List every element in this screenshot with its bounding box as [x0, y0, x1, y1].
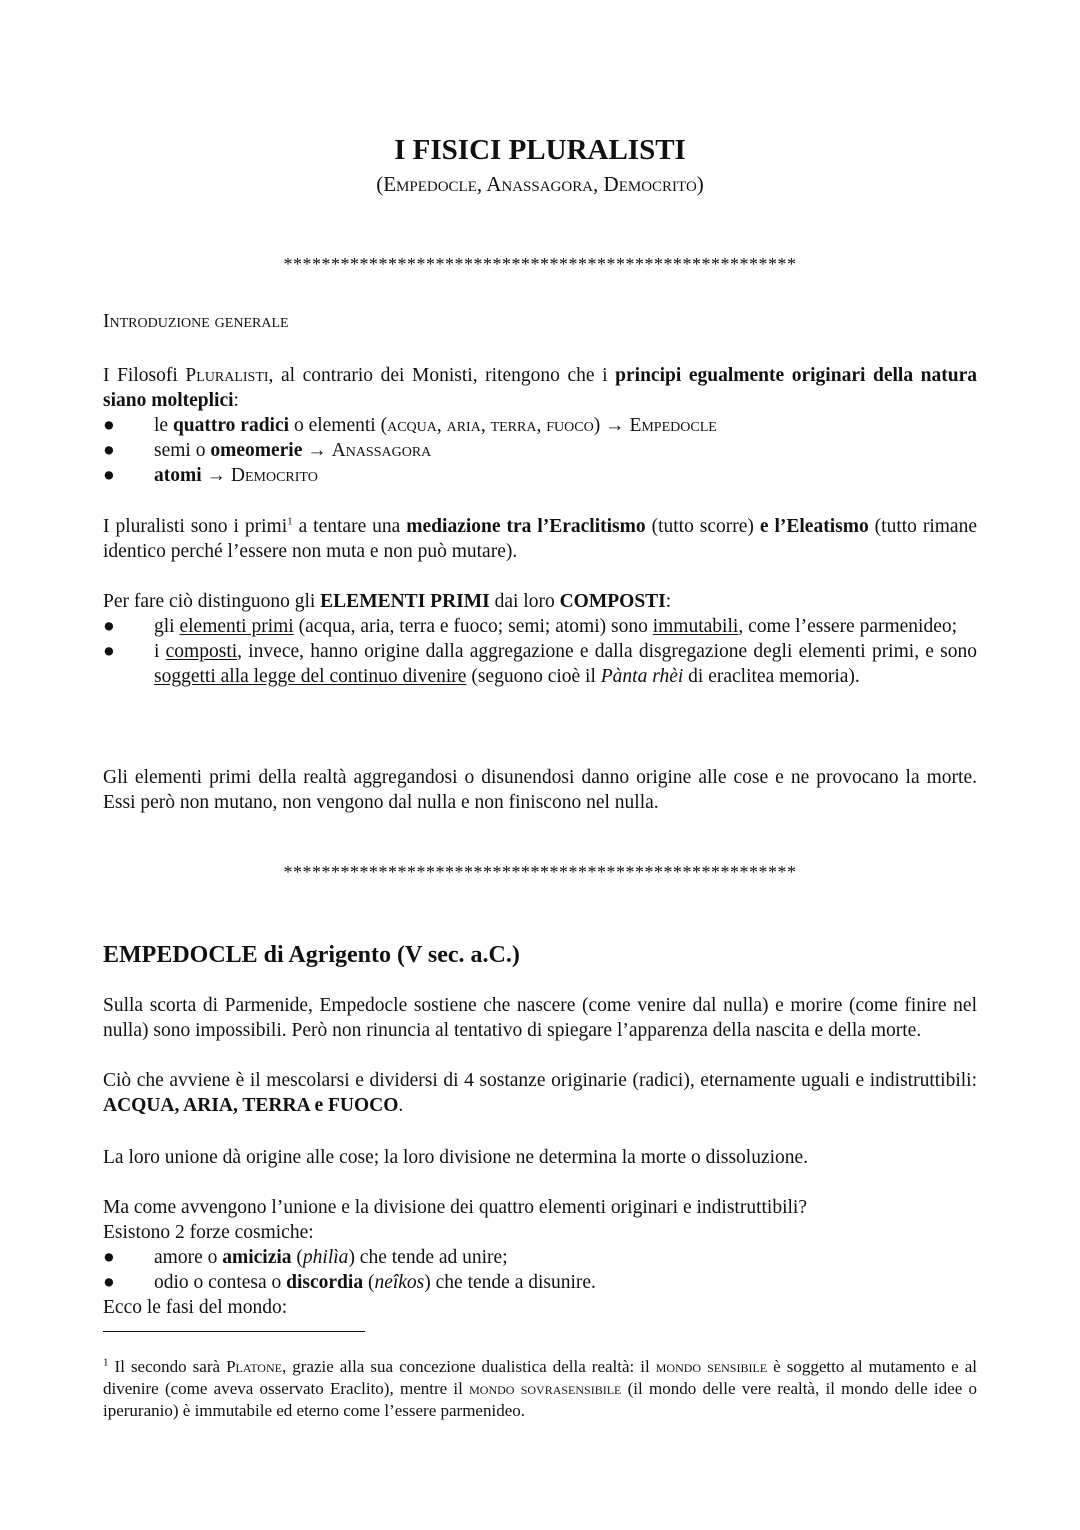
text: , grazie alla sua concezione dualistica della realtà: il	[281, 1357, 656, 1376]
empedocle-paragraph-6: Ecco le fasi del mondo:	[103, 1297, 288, 1318]
text: le	[154, 415, 173, 436]
intro-paragraph-1	[103, 363, 977, 413]
intro-paragraph-2	[103, 514, 977, 564]
text-sc: Anassagora	[331, 440, 432, 461]
footnote	[103, 1356, 977, 1422]
text-bold: mediazione tra l’Eraclitismo	[406, 516, 646, 537]
intro-paragraph-4: Gli elementi primi della realtà aggregandosi o disunendosi danno origine alle cose e ne provocano la morte. Essi però non mutano, non vengono dal nulla e non finiscono nel nulla.	[103, 767, 977, 813]
empedocle-paragraph-5: Esistono 2 forze cosmiche:	[103, 1222, 314, 1243]
empedocle-paragraph-4: Ma come avvengono l’unione e la divisione dei quattro elementi originari e indistruttibili?	[103, 1197, 807, 1218]
text-sc: acqua, aria, terra, fuoco	[387, 415, 594, 436]
text: gli	[154, 616, 180, 637]
text-bold: ACQUA, ARIA, TERRA e FUOCO	[103, 1095, 399, 1116]
text: (	[363, 1272, 375, 1293]
text: →	[302, 440, 332, 461]
section-heading-empedocle: EMPEDOCLE di Agrigento (V sec. a.C.)	[103, 942, 520, 968]
bullet-icon: ●	[103, 1272, 115, 1293]
text: odio o contesa o	[154, 1272, 287, 1293]
text-sc: mondo sovrasensibile	[469, 1379, 622, 1398]
text: :	[665, 591, 672, 612]
list-item	[103, 1245, 977, 1270]
empedocle-paragraph-3: La loro unione dà origine alle cose; la loro divisione ne determina la morte o dissoluzione.	[103, 1147, 809, 1168]
bullet-icon: ●	[103, 1247, 115, 1268]
text-bold: omeomerie	[210, 440, 303, 461]
intro-paragraph-3	[103, 589, 977, 614]
principles-list	[103, 413, 977, 488]
bullet-icon: ●	[103, 465, 115, 486]
empedocle-paragraph-2	[103, 1068, 977, 1118]
text: , al contrario dei Monisti, ritengono che i	[268, 365, 616, 386]
empedocle-paragraph-1: Sulla scorta di Parmenide, Empedocle sostiene che nascere (come venire dal nulla) e morire (come finire nel nulla) sono impossibili. Però non rinuncia al tentativo di spiegare l’apparenza della nascita e della morte.	[103, 995, 977, 1041]
text: Per fare ciò distinguono gli	[103, 591, 321, 612]
text-underline: immutabili	[652, 616, 739, 637]
text: ) che tende a disunire.	[424, 1272, 596, 1293]
footnote-divider	[103, 1331, 365, 1332]
text-bold: ELEMENTI PRIMI	[320, 591, 490, 612]
page-subtitle: (Empedocle, Anassagora, Democrito)	[376, 172, 704, 196]
text-sc: mondo sensibile	[655, 1357, 768, 1376]
text-italic: neîkos	[374, 1272, 425, 1293]
separator-top: ******************************************************	[283, 254, 797, 274]
text-bold: COMPOSTI	[559, 591, 666, 612]
text-italic: philìa	[302, 1247, 349, 1268]
text-underline: elementi primi	[179, 616, 294, 637]
text: (	[291, 1247, 303, 1268]
text: , come l’essere parmenideo;	[738, 616, 958, 637]
text-bold: discordia	[286, 1272, 364, 1293]
bullet-icon: ●	[103, 641, 115, 662]
text-sc: Pluralisti	[185, 365, 269, 386]
text: (tutto rimane identico perché l’essere non muta e non può mutare).	[103, 516, 977, 562]
text: a tentare una	[292, 516, 407, 537]
text-bold: e l’Eleatismo	[759, 516, 869, 537]
intro-heading: Introduzione generale	[103, 311, 289, 332]
text: I pluralisti sono i primi	[103, 516, 288, 537]
text-sc: Democrito	[230, 465, 318, 486]
page-title: I FISICI PLURALISTI	[394, 134, 686, 166]
text-sc: Empedocle	[629, 415, 717, 436]
text: dai loro	[489, 591, 560, 612]
composites-list	[103, 614, 977, 689]
text: (il mondo delle vere realtà, il mondo delle idee o iperuranio) è immutabile ed eterno come l’essere parmenideo.	[103, 1379, 977, 1420]
text: di eraclitea memoria).	[683, 666, 860, 687]
text: ) →	[593, 415, 630, 436]
text: o elementi (	[289, 415, 388, 436]
bullet-icon: ●	[103, 616, 115, 637]
text: Il secondo sarà	[108, 1357, 227, 1376]
bullet-icon: ●	[103, 440, 115, 461]
text: i	[154, 641, 166, 662]
text: amore o	[154, 1247, 223, 1268]
text-sc: Platone	[226, 1357, 282, 1376]
text-bold: principi egualmente originari della natura siano molteplici	[103, 365, 977, 411]
footnote-ref: 1	[287, 515, 293, 528]
text: (seguono cioè il	[466, 666, 601, 687]
list-item	[103, 614, 977, 639]
text: I Filosofi	[103, 365, 186, 386]
forces-list	[103, 1245, 977, 1295]
text-underline: soggetti alla legge del continuo divenire	[154, 666, 467, 687]
text: semi o	[154, 440, 211, 461]
text: Ciò che avviene è il mescolarsi e dividersi di 4 sostanze originarie (radici), eternamente uguali e indistruttibili:	[103, 1070, 977, 1091]
text: →	[201, 465, 231, 486]
footnote-number: 1	[103, 1356, 109, 1369]
text: , invece, hanno origine dalla aggregazione e dalla disgregazione degli elementi primi, e sono	[237, 641, 978, 662]
list-item	[103, 413, 977, 438]
list-item	[103, 438, 977, 463]
list-item	[103, 1270, 977, 1295]
text-bold: amicizia	[222, 1247, 292, 1268]
text-underline: composti	[165, 641, 238, 662]
separator-bottom: ******************************************************	[283, 862, 797, 882]
text-bold: quattro radici	[172, 415, 290, 436]
text: :	[233, 390, 239, 411]
list-item	[103, 639, 977, 689]
text: (tutto scorre)	[645, 516, 760, 537]
text: (acqua, aria, terra e fuoco; semi; atomi) sono	[293, 616, 653, 637]
text-bold: atomi	[154, 465, 202, 486]
text: è soggetto al mutamento e al divenire (come aveva osservato Eraclito), mentre il	[103, 1357, 978, 1398]
list-item	[103, 463, 977, 488]
text: .	[398, 1095, 404, 1116]
bullet-icon: ●	[103, 415, 115, 436]
text-italic: Pànta rhèi	[600, 666, 684, 687]
text: ) che tende ad unire;	[348, 1247, 508, 1268]
